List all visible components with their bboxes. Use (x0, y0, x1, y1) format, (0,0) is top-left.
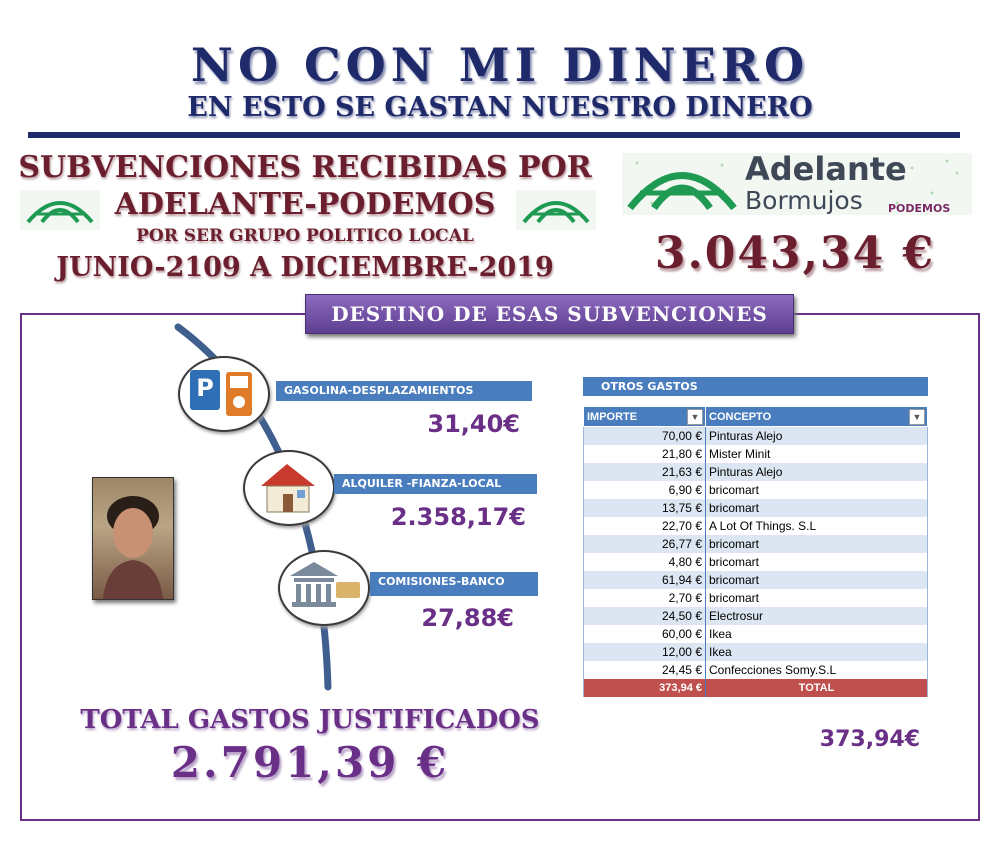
adelante-mini-logo-right (516, 190, 596, 230)
cell-concepto: Pinturas Alejo (706, 463, 928, 481)
table-row (584, 517, 928, 535)
cell-importe: 21,63 € (584, 463, 706, 481)
person-photo (92, 477, 174, 600)
main-subtitle: EN ESTO SE GASTAN NUESTRO DINERO (187, 92, 813, 123)
cell-importe: 26,77 € (584, 535, 706, 553)
cell-concepto: A Lot Of Things. S.L (706, 517, 928, 535)
cell-importe: 2,70 € (584, 589, 706, 607)
otros-gastos-table (583, 406, 928, 697)
adelante-mini-logo-left (20, 190, 100, 230)
table-row (584, 463, 928, 481)
subvenciones-line1: SUBVENCIONES RECIBIDAS POR (18, 150, 592, 185)
logo-word-adelante: Adelante (745, 150, 907, 188)
cell-concepto: Mister Minit (706, 445, 928, 463)
table-row (584, 481, 928, 499)
cell-importe: 60,00 € (584, 625, 706, 643)
header-divider (28, 132, 960, 138)
subvenciones-line4: JUNIO-2109 A DICIEMBRE-2019 (56, 252, 554, 283)
house-icon (243, 450, 335, 526)
table-row (584, 427, 928, 446)
destino-title: DESTINO DE ESAS SUBVENCIONES (305, 294, 794, 334)
table-total-row (584, 679, 928, 697)
col-header-importe[interactable] (584, 407, 706, 427)
cell-importe: 24,45 € (584, 661, 706, 679)
cell-concepto: Ikea (706, 643, 928, 661)
cell-importe: 70,00 € (584, 427, 706, 446)
table-row (584, 535, 928, 553)
table-row (584, 661, 928, 679)
cell-concepto: Ikea (706, 625, 928, 643)
subvenciones-amount: 3.043,34 € (654, 228, 936, 279)
table-row (584, 445, 928, 463)
item-value-comisiones: 27,88€ (421, 604, 514, 632)
filter-dropdown-icon[interactable]: ▼ (687, 409, 703, 425)
table-row (584, 607, 928, 625)
total-importe: 373,94 € (584, 679, 706, 697)
subvenciones-line2: ADELANTE-PODEMOS (114, 187, 496, 222)
item-label-gasolina: GASOLINA-DESPLAZAMIENTOS (276, 381, 532, 401)
table-row (584, 553, 928, 571)
svg-text:P: P (196, 374, 214, 402)
table-row (584, 589, 928, 607)
cell-importe: 21,80 € (584, 445, 706, 463)
cell-importe: 6,90 € (584, 481, 706, 499)
parking-fuel-icon (178, 356, 270, 432)
cell-concepto: bricomart (706, 571, 928, 589)
table-row (584, 643, 928, 661)
cell-concepto: bricomart (706, 499, 928, 517)
total-gastos-label: TOTAL GASTOS JUSTIFICADOS (80, 705, 540, 735)
item-label-comisiones: COMISIONES-BANCO (370, 572, 538, 596)
cell-concepto: bricomart (706, 553, 928, 571)
cell-concepto: bricomart (706, 589, 928, 607)
table-row (584, 571, 928, 589)
otros-gastos-summary: 373,94€ (819, 727, 920, 752)
col-header-importe-label: IMPORTE (587, 410, 638, 423)
logo-word-bormujos: Bormujos (745, 186, 863, 215)
cell-concepto: Confecciones Somy.S.L (706, 661, 928, 679)
table-row (584, 499, 928, 517)
col-header-concepto-label: CONCEPTO (709, 410, 772, 423)
item-label-alquiler: ALQUILER -FIANZA-LOCAL (334, 474, 537, 494)
cell-concepto: bricomart (706, 535, 928, 553)
item-value-gasolina: 31,40€ (427, 410, 520, 438)
table-row (584, 625, 928, 643)
cell-importe: 22,70 € (584, 517, 706, 535)
cell-importe: 24,50 € (584, 607, 706, 625)
cell-importe: 12,00 € (584, 643, 706, 661)
cell-concepto: Pinturas Alejo (706, 427, 928, 446)
item-value-alquiler: 2.358,17€ (390, 503, 526, 531)
col-header-concepto[interactable] (706, 407, 928, 427)
cell-importe: 4,80 € (584, 553, 706, 571)
cell-concepto: bricomart (706, 481, 928, 499)
logo-word-podemos: PODEMOS (888, 202, 951, 215)
main-title: NO CON MI DINERO (190, 38, 810, 92)
otros-gastos-title: OTROS GASTOS (583, 377, 928, 396)
total-gastos-amount: 2.791,39 € (170, 738, 450, 787)
cell-importe: 13,75 € (584, 499, 706, 517)
filter-dropdown-icon[interactable]: ▼ (909, 409, 925, 425)
total-label: TOTAL (706, 679, 928, 697)
cell-concepto: Electrosur (706, 607, 928, 625)
cell-importe: 61,94 € (584, 571, 706, 589)
subvenciones-line3: POR SER GRUPO POLITICO LOCAL (136, 226, 474, 246)
